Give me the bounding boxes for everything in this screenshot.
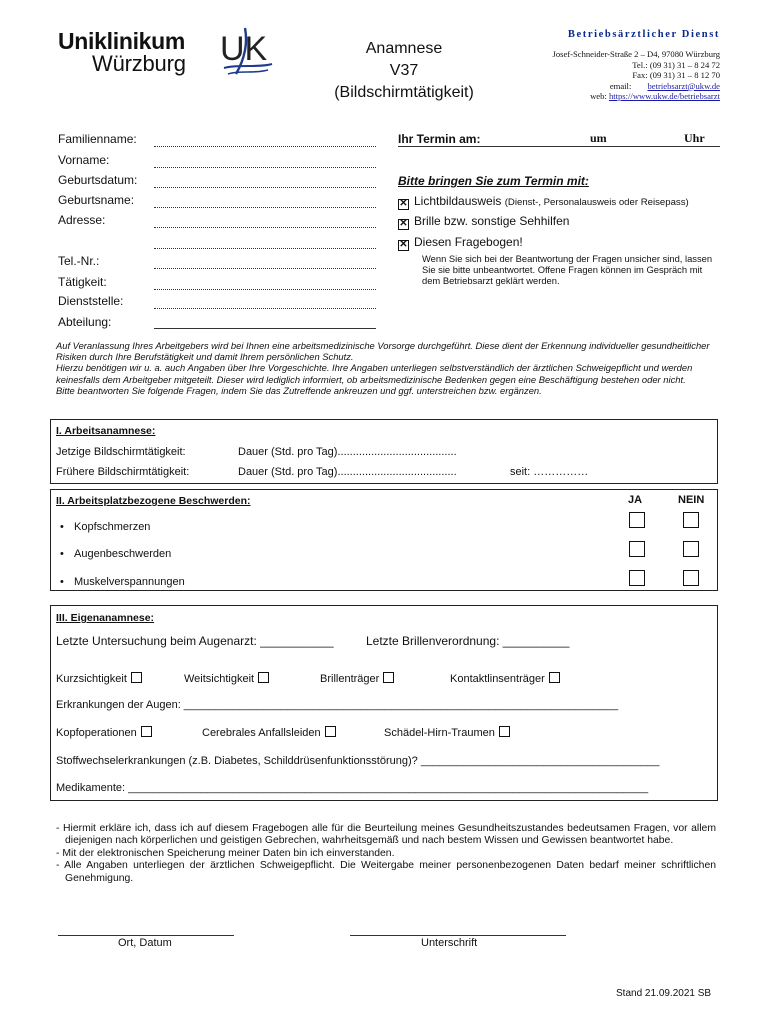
bring-item-brille: [398, 214, 569, 230]
label-geburtsname: Geburtsname:: [58, 193, 135, 207]
muskel-ja-checkbox[interactable]: [629, 570, 645, 586]
anfallsleiden-option[interactable]: [202, 726, 336, 739]
email-link[interactable]: betriebsarzt@ukw.de: [647, 80, 720, 91]
kurzsichtigkeit-checkbox[interactable]: [131, 672, 142, 683]
kopfoperationen-checkbox[interactable]: [141, 726, 152, 737]
beschwerde-kopfschmerzen: • Kopfschmerzen: [74, 521, 150, 533]
sec1-row1-label: Jetzige Bildschirmtätigkeit:: [56, 446, 186, 458]
declaration-item: - Mit der elektronischen Speicherung meiner Daten bin ich einverstanden.: [56, 847, 395, 859]
kurzsichtigkeit-label: Kurzsichtigkeit: [56, 673, 127, 685]
kopfoperationen-label: Kopfoperationen: [56, 727, 137, 739]
label-dienststelle: Dienststelle:: [58, 294, 124, 308]
bring-item2-label: Brille bzw. sonstige Sehhilfen: [414, 214, 570, 228]
field-tel[interactable]: [154, 268, 376, 269]
bring-item-ausweis: [398, 194, 689, 210]
col-nein: NEIN: [678, 494, 705, 506]
bring-item3-label: Diesen Fragebogen!: [414, 235, 523, 249]
bring-heading: Bitte bringen Sie zum Termin mit:: [398, 174, 589, 188]
field-dienststelle[interactable]: [154, 308, 376, 309]
dept-name: Betriebsärztlicher Dienst: [567, 29, 720, 40]
beschwerde-muskel: • Muskelverspannungen: [74, 576, 185, 588]
web-label: web:: [590, 91, 607, 102]
sec2-heading: II. Arbeitsplatzbezogene Beschwerden:: [56, 495, 251, 507]
unterschrift-label: Unterschrift: [421, 937, 478, 949]
field-vorname[interactable]: [154, 167, 376, 168]
label-abteilung: Abteilung:: [58, 315, 112, 329]
logo-mark: [218, 24, 278, 80]
field-familienname[interactable]: [154, 146, 376, 147]
kopfschmerzen-ja-checkbox[interactable]: [629, 512, 645, 528]
web-link[interactable]: https://www.ukw.de/betriebsarzt: [608, 91, 720, 102]
brillentraeger-option[interactable]: [320, 672, 394, 685]
field-taetigkeit[interactable]: [154, 289, 376, 290]
schaedel-label: Schädel-Hirn-Traumen: [384, 727, 495, 739]
weitsichtigkeit-checkbox[interactable]: [258, 672, 269, 683]
sec1-row2-label: Frühere Bildschirmtätigkeit:: [56, 466, 190, 478]
sec1-heading: I. Arbeitsanamnese:: [56, 425, 156, 437]
termin-label: Ihr Termin am:: [398, 132, 481, 146]
footer-stand: Stand 21.09.2021 SB: [616, 988, 712, 999]
augenarzt-field[interactable]: Letzte Untersuchung beim Augenarzt: ___________: [56, 634, 334, 648]
bring-item1-label: Lichtbildausweis: [414, 194, 502, 208]
intro-text: [56, 340, 720, 396]
augen-nein-checkbox[interactable]: [683, 541, 699, 557]
logo: [58, 28, 238, 78]
intro-p2: Hierzu benötigen wir u. a. auch Angaben über Ihre Vorgeschichte. Ihre Angaben unterliegen selbstverständlich der ärztlichen Schweigepflicht und werden keinesfalls dem Arbeitgeber mitgeteilt. Dieser wird lediglich informiert, ob arbeitsmedizinische Bedenken gegen eine Beschäftigung bestehen oder nicht.: [56, 362, 693, 385]
field-abteilung[interactable]: [154, 328, 376, 329]
tel: Tel.: (09 31) 31 – 8 24 72: [632, 59, 720, 70]
declaration-text: Mit der elektronischen Speicherung meiner Daten bin ich einverstanden.: [62, 847, 395, 859]
declaration-text: Hiermit erkläre ich, dass ich auf diesem Fragebogen alle für die Beurteilung meines Gesundheitszustandes bedeutsamen Fragen, vor allem diejenigen nach körperlichen und geistigen Gebrechen, wahrheitsgemäß und nach bestem Wissen und Gewissen beantwortet habe.: [63, 823, 716, 847]
sec3-heading: III. Eigenanamnese:: [56, 612, 155, 624]
label-adresse: Adresse:: [58, 213, 106, 227]
bring-item-fragebogen: [398, 235, 523, 251]
logo-line2: Würzburg: [92, 51, 186, 76]
anfallsleiden-checkbox[interactable]: [325, 726, 336, 737]
kontaktlinsen-checkbox[interactable]: [549, 672, 560, 683]
brillentraeger-checkbox[interactable]: [383, 672, 394, 683]
schaedel-checkbox[interactable]: [499, 726, 510, 737]
kontaktlinsen-label: Kontaktlinsenträger: [450, 673, 545, 685]
declaration-item: - Alle Angaben unterliegen der ärztlichen Schweigepflicht. Die Weitergabe meiner personenbezogenen Daten bedarf meiner schriftlichen Genehmigung.: [56, 860, 716, 884]
anfallsleiden-label: Cerebrales Anfallsleiden: [202, 727, 321, 739]
kurzsichtigkeit-option[interactable]: [56, 672, 142, 685]
ort-datum-line[interactable]: [58, 935, 234, 936]
bring-note: Wenn Sie sich bei der Beantwortung der Fragen unsicher sind, lassen Sie sie bitte unbeantwortet. Offene Fragen können im Gespräch mit dem Betriebsarzt geklärt werden.: [422, 253, 713, 287]
address: Josef-Schneider-Straße 2 – D4, 97080 Würzburg: [552, 49, 720, 60]
col-ja: JA: [628, 494, 643, 506]
sec1-row2-value[interactable]: Dauer (Std. pro Tag).......................................: [238, 466, 457, 478]
ort-datum-label: Ort, Datum: [118, 937, 172, 949]
logo-mark-text: UK: [220, 30, 268, 68]
declarations: [56, 823, 716, 885]
title-line2: V37: [389, 62, 419, 79]
intro-p3: Bitte beantworten Sie folgende Fragen, indem Sie das Zutreffende ankreuzen und ggf. unterstreichen bzw. ergänzen.: [56, 384, 542, 396]
stoffwechsel-field[interactable]: Stoffwechselerkrankungen (z.B. Diabetes, Schilddrüsenfunktionsstörung)? _______________________________________: [56, 755, 660, 767]
contact-block: [470, 30, 720, 101]
checked-box-icon: ✕: [399, 218, 408, 229]
kopfoperationen-option[interactable]: [56, 726, 152, 739]
label-familienname: Familienname:: [58, 132, 137, 146]
label-vorname: Vorname:: [58, 153, 110, 167]
logo-line1: Uniklinikum: [58, 28, 186, 54]
declaration-item: - Hiermit erkläre ich, dass ich auf diesem Fragebogen alle für die Beurteilung meines Gesundheitszustandes bedeutsamen Fragen, vor allem diejenigen nach körperlichen und geistigen Gebrechen, wahrheitsgemäß und nach bestem Wissen und Gewissen beantwortet habe.: [56, 823, 716, 847]
declaration-text: Alle Angaben unterliegen der ärztlichen Schweigepflicht. Die Weitergabe meiner personenbezogenen Daten bedarf meiner schriftlichen Genehmigung.: [64, 860, 716, 884]
kontaktlinsen-option[interactable]: [450, 672, 560, 685]
weitsichtigkeit-label: Weitsichtigkeit: [184, 673, 255, 685]
medikamente-field[interactable]: Medikamente: _____________________________________________________________________________________: [56, 782, 649, 794]
bring-item1-note: (Dienst-, Personalausweis oder Reisepass): [504, 197, 689, 208]
weitsichtigkeit-option[interactable]: [184, 672, 269, 685]
email-label: email:: [609, 80, 632, 91]
muskel-nein-checkbox[interactable]: [683, 570, 699, 586]
erkrankungen-field[interactable]: Erkrankungen der Augen: _______________________________________________________________________: [56, 699, 619, 711]
termin-uhr: Uhr: [684, 131, 705, 145]
uk-logo-icon: [218, 24, 278, 80]
checked-box-icon: ✕: [399, 198, 408, 209]
brillenverordnung-field[interactable]: Letzte Brillenverordnung: __________: [366, 634, 570, 648]
sec1-seit[interactable]: seit: ……………: [510, 466, 589, 478]
termin-um: um: [590, 131, 607, 145]
checked-box-icon: ✕: [399, 239, 408, 250]
schaedel-option[interactable]: [384, 726, 510, 739]
field-geburtsdatum[interactable]: [154, 187, 376, 188]
label-tel: Tel.-Nr.:: [58, 254, 100, 268]
unterschrift-line[interactable]: [350, 935, 566, 936]
field-adresse-1[interactable]: [154, 227, 376, 228]
brillentraeger-label: Brillenträger: [320, 673, 380, 685]
field-geburtsname[interactable]: [154, 207, 376, 208]
augen-ja-checkbox[interactable]: [629, 541, 645, 557]
title-line3: (Bildschirmtätigkeit): [334, 84, 474, 101]
intro-p1: Auf Veranlassung Ihres Arbeitgebers wird bei Ihnen eine arbeitsmedizinische Vorsorge durchgeführt. Diese dient der Erkennung individueller gesundheitlicher Risiken durch Ihre Berufstätigkeit und damit Ihrem persönlichen Schutz.: [56, 340, 710, 363]
kopfschmerzen-nein-checkbox[interactable]: [683, 512, 699, 528]
label-geburtsdatum: Geburtsdatum:: [58, 173, 138, 187]
sec1-row1-value[interactable]: Dauer (Std. pro Tag).......................................: [238, 446, 457, 458]
label-taetigkeit: Tätigkeit:: [58, 275, 107, 289]
title-line1: Anamnese: [365, 40, 443, 57]
termin-line[interactable]: [398, 146, 720, 147]
field-adresse-2[interactable]: [154, 248, 376, 249]
fax: Fax: (09 31) 31 – 8 12 70: [632, 70, 720, 81]
beschwerde-augen: • Augenbeschwerden: [74, 548, 171, 560]
